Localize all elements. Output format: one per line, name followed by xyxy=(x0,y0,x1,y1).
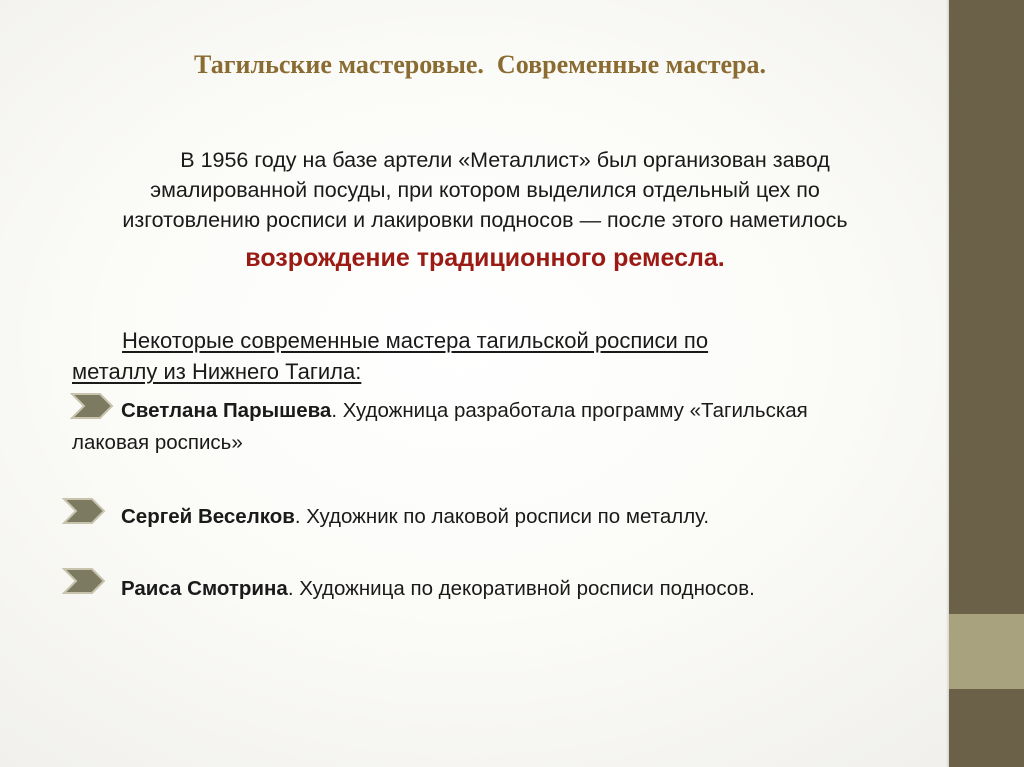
master-description-3: . Художница по декоративной росписи подносов. xyxy=(287,577,755,600)
master-name-3: Раиса Смотрина xyxy=(121,577,288,600)
intro-line-2: эмалированной посуды, при котором выделился отдельный цех по xyxy=(150,178,820,202)
masters-heading-line-2: металлу из Нижнего Тагила: xyxy=(72,359,362,384)
master-item-3 xyxy=(121,573,755,605)
masters-heading xyxy=(72,325,872,387)
intro-highlight: возрождение традиционного ремесла. xyxy=(245,244,725,272)
master-item-2 xyxy=(121,501,709,533)
intro-paragraph xyxy=(60,145,910,273)
slide-title: Тагильские мастеровые. Современные мастера. xyxy=(194,50,766,79)
sidebar-band-bottom xyxy=(949,689,1024,767)
master-item-1-continuation xyxy=(72,427,243,459)
chevron-right-icon xyxy=(70,392,114,420)
master-name-1: Светлана Парышева xyxy=(121,399,332,422)
sidebar-band-top xyxy=(949,0,1024,614)
intro-line-1: В 1956 году на базе артели «Металлист» был организован завод xyxy=(180,148,830,172)
masters-heading-line-1: Некоторые современные мастера тагильской росписи по xyxy=(122,328,709,353)
sidebar-accent-block xyxy=(949,614,1024,689)
master-item-1 xyxy=(121,395,808,427)
chevron-right-icon xyxy=(62,567,106,595)
intro-line-3: изготовлению росписи и лакировки подносов — после этого наметилось xyxy=(122,208,848,232)
chevron-right-icon xyxy=(62,497,106,525)
master-description-2: . Художник по лаковой росписи по металлу. xyxy=(294,505,710,528)
master-name-2: Сергей Веселков xyxy=(121,505,295,528)
master-description-1: . Художница разработала программу «Тагильская xyxy=(331,399,808,422)
master-description-1-line-2: лаковая роспись» xyxy=(72,431,243,454)
